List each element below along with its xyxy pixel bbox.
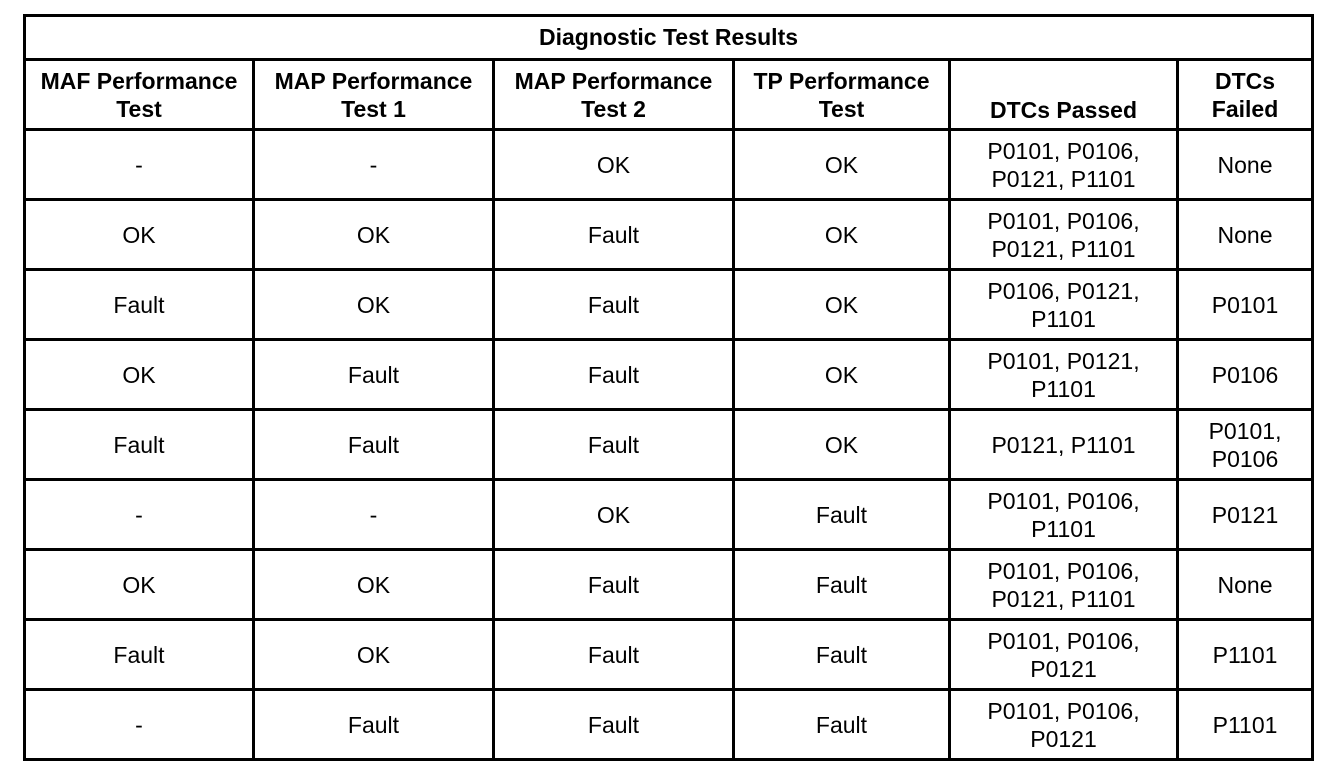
cell-value: - — [369, 501, 378, 528]
cell-value: P0121, P1101 — [991, 431, 1136, 458]
map-test-2-cell — [494, 480, 734, 550]
tp-test-cell — [734, 200, 950, 270]
map-test-2-cell — [494, 340, 734, 410]
cell-value: Fault — [113, 431, 165, 458]
table-row — [25, 690, 1313, 760]
dtcs-failed-cell — [1178, 480, 1313, 550]
maf-test-cell — [25, 620, 254, 690]
cell-value: Fault — [113, 641, 165, 668]
map-test-1-cell — [254, 480, 494, 550]
cell-value: P0106 — [1211, 361, 1279, 388]
cell-value: P0101, P0106, P0121, P1101 — [987, 137, 1140, 192]
dtcs-passed-cell — [950, 550, 1178, 620]
cell-value: P0101, P0106 — [1208, 417, 1282, 472]
cell-value: OK — [122, 221, 156, 248]
table-row — [25, 340, 1313, 410]
dtcs-passed-cell — [950, 690, 1178, 760]
map-test-1-cell — [254, 200, 494, 270]
cell-value: Fault — [347, 361, 400, 388]
tp-test-cell — [734, 410, 950, 480]
cell-value: P0101, P0106, P1101 — [987, 487, 1140, 542]
table-row — [25, 620, 1313, 690]
dtcs-failed-cell — [1178, 690, 1313, 760]
cell-value: OK — [824, 431, 859, 458]
cell-value: None — [1217, 221, 1273, 248]
column-header-dtcs-passed: DTCs Passed — [950, 60, 1178, 130]
map-test-1-cell — [254, 550, 494, 620]
table-header-row — [25, 60, 1313, 130]
map-test-2-cell — [494, 410, 734, 480]
column-header-dtcs-failed: DTCs Failed — [1178, 60, 1313, 130]
map-test-1-cell — [254, 620, 494, 690]
map-test-2-cell — [494, 620, 734, 690]
cell-value: OK — [356, 291, 391, 318]
cell-value: P0101, P0106, P0121 — [987, 627, 1140, 682]
cell-value: P0101, P0106, P0121, P1101 — [987, 207, 1140, 262]
maf-test-cell — [25, 270, 254, 340]
table-row — [25, 200, 1313, 270]
table-row — [25, 130, 1313, 200]
dtcs-failed-cell — [1178, 340, 1313, 410]
column-header-map-performance-test-1: MAP Performance Test 1 — [254, 60, 494, 130]
maf-test-cell — [25, 690, 254, 760]
cell-value: P0101, P0121, P1101 — [987, 347, 1140, 402]
table-row — [25, 270, 1313, 340]
table-title: Diagnostic Test Results — [25, 16, 1313, 60]
cell-value: P0106, P0121, P1101 — [987, 277, 1140, 332]
cell-value: P0101, P0106, P0121 — [987, 697, 1140, 752]
map-test-1-cell — [254, 130, 494, 200]
cell-value: Fault — [587, 361, 640, 388]
dtcs-passed-cell — [950, 200, 1178, 270]
tp-test-cell — [734, 480, 950, 550]
tp-test-cell — [734, 270, 950, 340]
dtcs-failed-cell — [1178, 550, 1313, 620]
table-row — [25, 550, 1313, 620]
cell-value: OK — [356, 221, 391, 248]
table-body — [25, 130, 1313, 760]
dtcs-passed-cell — [950, 480, 1178, 550]
cell-value: Fault — [113, 291, 165, 318]
cell-value: P0101, P0106, P0121, P1101 — [987, 557, 1140, 612]
cell-value: None — [1217, 151, 1273, 178]
dtcs-passed-cell — [950, 130, 1178, 200]
dtcs-passed-cell — [950, 270, 1178, 340]
cell-value: - — [135, 711, 143, 738]
cell-value: Fault — [587, 711, 640, 738]
cell-value: OK — [596, 501, 631, 528]
cell-value: OK — [824, 151, 859, 178]
cell-value: P0101 — [1211, 291, 1279, 318]
map-test-2-cell — [494, 130, 734, 200]
cell-value: P0121 — [1211, 501, 1279, 528]
cell-value: OK — [824, 221, 859, 248]
map-test-2-cell — [494, 550, 734, 620]
cell-value: Fault — [815, 571, 868, 598]
dtcs-passed-cell — [950, 340, 1178, 410]
table-row — [25, 480, 1313, 550]
cell-value: OK — [122, 571, 156, 598]
map-test-2-cell — [494, 270, 734, 340]
maf-test-cell — [25, 130, 254, 200]
maf-test-cell — [25, 410, 254, 480]
cell-value: OK — [356, 641, 391, 668]
dtcs-failed-cell — [1178, 270, 1313, 340]
dtcs-failed-cell — [1178, 200, 1313, 270]
cell-value: Fault — [347, 431, 400, 458]
dtcs-passed-cell — [950, 410, 1178, 480]
cell-value: OK — [596, 151, 631, 178]
cell-value: OK — [122, 361, 156, 388]
dtcs-failed-cell — [1178, 130, 1313, 200]
cell-value: - — [135, 151, 143, 178]
table-row — [25, 410, 1313, 480]
cell-value: Fault — [587, 221, 640, 248]
cell-value: Fault — [587, 431, 640, 458]
table-title-row — [25, 16, 1313, 60]
cell-value: None — [1217, 571, 1273, 598]
maf-test-cell — [25, 480, 254, 550]
cell-value: OK — [824, 361, 859, 388]
cell-value: Fault — [587, 641, 640, 668]
column-header-maf-performance-test: MAF Performance Test — [25, 60, 254, 130]
column-header-map-performance-test-2: MAP Performance Test 2 — [494, 60, 734, 130]
cell-value: P1101 — [1212, 711, 1278, 738]
cell-value: - — [135, 501, 143, 528]
cell-value: OK — [824, 291, 859, 318]
tp-test-cell — [734, 620, 950, 690]
maf-test-cell — [25, 550, 254, 620]
map-test-2-cell — [494, 690, 734, 760]
tp-test-cell — [734, 690, 950, 760]
dtcs-failed-cell — [1178, 410, 1313, 480]
map-test-1-cell — [254, 340, 494, 410]
map-test-2-cell — [494, 200, 734, 270]
diagnostic-results-table — [23, 14, 1314, 761]
cell-value: Fault — [815, 641, 868, 668]
cell-value: P1101 — [1212, 641, 1278, 668]
map-test-1-cell — [254, 410, 494, 480]
maf-test-cell — [25, 340, 254, 410]
map-test-1-cell — [254, 690, 494, 760]
tp-test-cell — [734, 130, 950, 200]
dtcs-passed-cell — [950, 620, 1178, 690]
cell-value: OK — [356, 571, 391, 598]
cell-value: Fault — [815, 501, 868, 528]
cell-value: Fault — [815, 711, 868, 738]
dtcs-failed-cell — [1178, 620, 1313, 690]
cell-value: Fault — [587, 291, 640, 318]
tp-test-cell — [734, 550, 950, 620]
column-header-tp-performance-test: TP Performance Test — [734, 60, 950, 130]
maf-test-cell — [25, 200, 254, 270]
tp-test-cell — [734, 340, 950, 410]
cell-value: Fault — [587, 571, 640, 598]
cell-value: Fault — [347, 711, 400, 738]
cell-value: - — [369, 151, 378, 178]
map-test-1-cell — [254, 270, 494, 340]
